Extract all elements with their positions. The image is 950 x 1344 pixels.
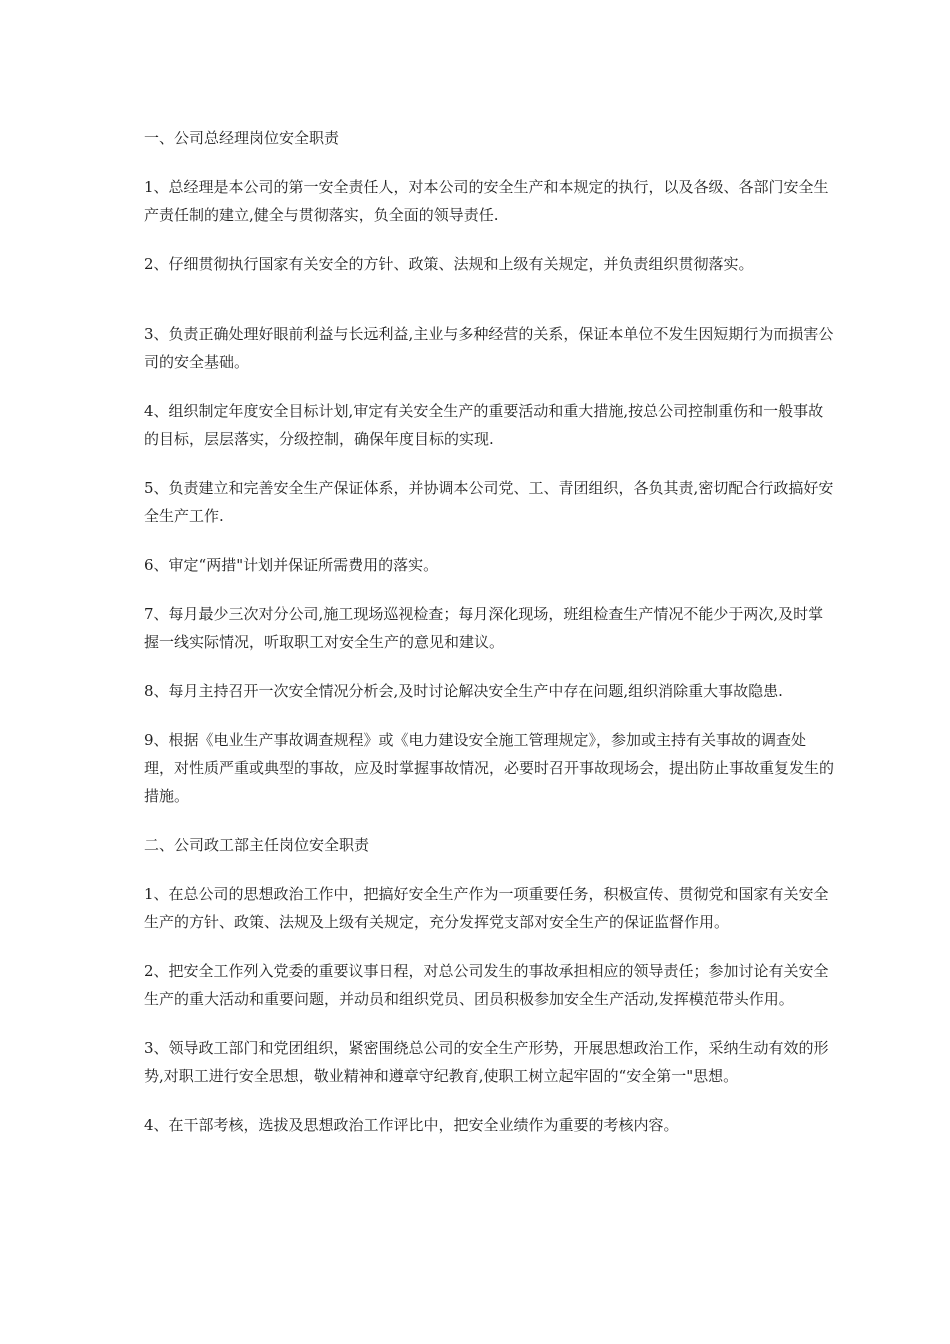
- paragraph: 2、仔细贯彻执行国家有关安全的方针、政策、法规和上级有关规定，并负责组织贯彻落实。: [144, 255, 754, 273]
- paragraph: 5、负责建立和完善安全生产保证体系，并协调本公司党、工、青团组织，各负其责,密切配合行政搞好安全生产工作.: [144, 479, 834, 525]
- paragraph: 7、每月最少三次对分公司,施工现场巡视检查；每月深化现场，班组检查生产情况不能少于两次,及时掌握一线实际情况，听取职工对安全生产的意见和建议。: [144, 605, 824, 651]
- paragraph: 3、负责正确处理好眼前利益与长远利益,主业与多种经营的关系，保证本单位不发生因短期行为而损害公司的安全基础。: [144, 325, 834, 371]
- paragraph: 4、在干部考核，选拔及思想政治工作评比中，把安全业绩作为重要的考核内容。: [144, 1116, 679, 1134]
- paragraph: 9、根据《电业生产事故调查规程》或《电力建设安全施工管理规定》，参加或主持有关事故的调查处理，对性质严重或典型的事故，应及时掌握事故情况，必要时召开事故现场会，提出防止事故重复发生的措施。: [144, 731, 835, 805]
- paragraph: 3、领导政工部门和党团组织，紧密围绕总公司的安全生产形势，开展思想政治工作，采纳生动有效的形势,对职工进行安全思想，敬业精神和遵章守纪教育,使职工树立起牢固的“安全第一"思想。: [144, 1039, 829, 1085]
- paragraph: 8、每月主持召开一次安全情况分析会,及时讨论解决安全生产中存在问题,组织消除重大事故隐患.: [144, 682, 783, 700]
- section-heading: 一、公司总经理岗位安全职责: [144, 129, 340, 147]
- paragraph: 1、在总公司的思想政治工作中，把搞好安全生产作为一项重要任务，积极宣传、贯彻党和国家有关安全生产的方针、政策、法规及上级有关规定，充分发挥党支部对安全生产的保证监督作用。: [144, 885, 829, 931]
- paragraph: 4、组织制定年度安全目标计划,审定有关安全生产的重要活动和重大措施,按总公司控制重伤和一般事故的目标，层层落实，分级控制，确保年度目标的实现.: [144, 402, 824, 448]
- paragraph: 1、总经理是本公司的第一安全责任人，对本公司的安全生产和本规定的执行，以及各级、各部门安全生产责任制的建立,健全与贯彻落实，负全面的领导责任.: [144, 178, 829, 224]
- paragraph: 2、把安全工作列入党委的重要议事日程，对总公司发生的事故承担相应的领导责任；参加讨论有关安全生产的重大活动和重要问题，并动员和组织党员、团员积极参加安全生产活动,发挥模范带头作用。: [144, 962, 829, 1008]
- paragraph: 6、审定“两措"计划并保证所需费用的落实。: [144, 556, 439, 574]
- document-body: [144, 124, 834, 1160]
- section-heading: 二、公司政工部主任岗位安全职责: [144, 836, 370, 854]
